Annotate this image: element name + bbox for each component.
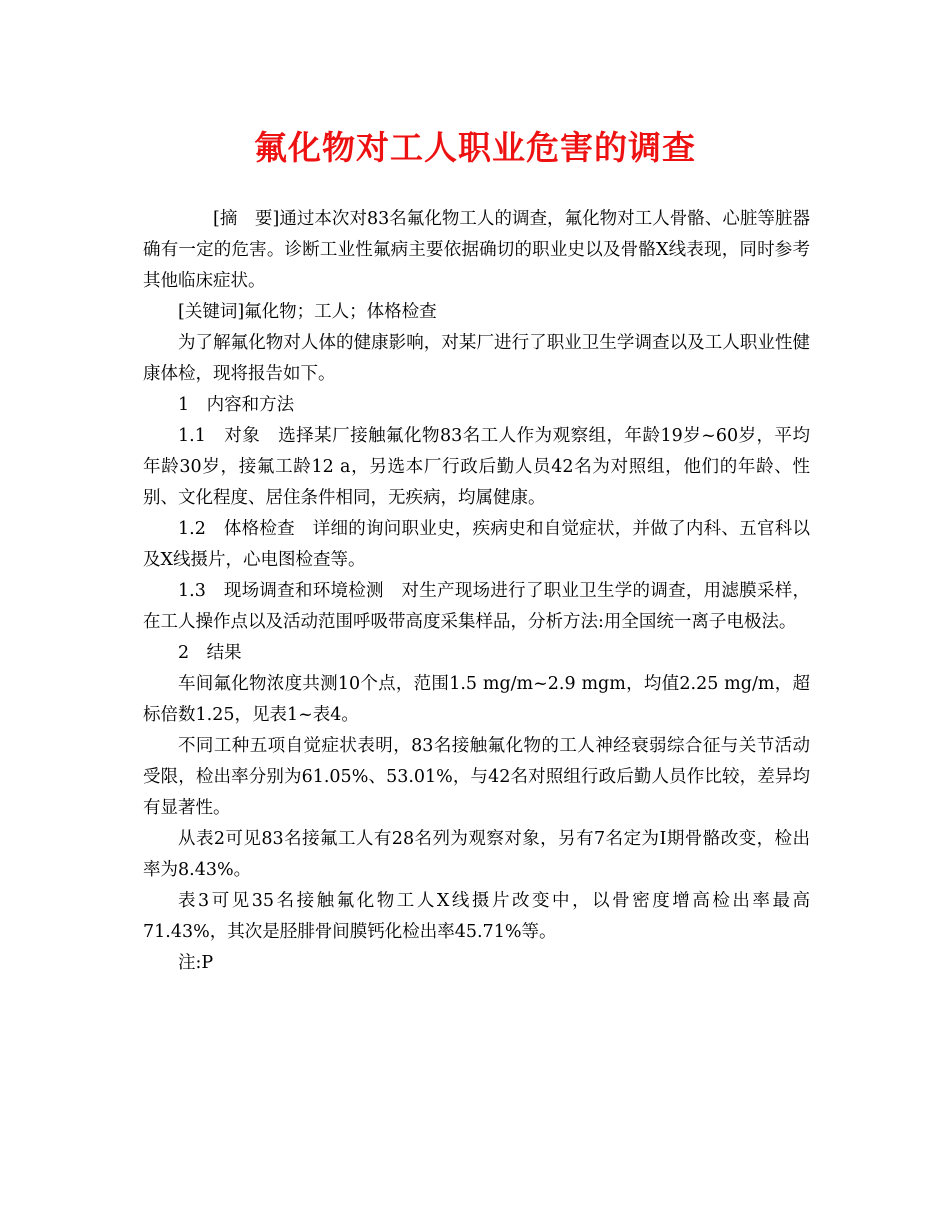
subsection-subjects: 1.1 对象 选择某厂接触氟化物83名工人作为观察组，年龄19岁~60岁，平均年龄30岁，接氟工龄12 a，另选本厂行政后勤人员42名为对照组，他们的年龄、性别、文化程度、居住条件相同，无疾病，均属健康。 — [143, 426, 810, 508]
document-body — [143, 204, 810, 979]
note-paragraph: 注:P — [178, 953, 214, 973]
page-title: 氟化物对工人职业危害的调查 — [254, 128, 696, 167]
subsection-field-survey: 1.3 现场调查和环境检测 对生产现场进行了职业卫生学的调查，用滤膜采样，在工人操作点以及活动范围呼吸带高度采集样品，分析方法:用全国统一离子电极法。 — [143, 581, 810, 632]
results-paragraph-table3: 表3可见35名接触氟化物工人X线摄片改变中，以骨密度增高检出率最高71.43%，其次是胫腓骨间膜钙化检出率45.71%等。 — [143, 891, 810, 942]
keywords-paragraph: [关键词]氟化物；工人；体格检查 — [178, 302, 437, 322]
results-paragraph-table2: 从表2可见83名接氟工人有28名列为观察对象，另有7名定为I期骨骼改变，检出率为8.43%。 — [143, 829, 810, 880]
section-heading-methods: 1 内容和方法 — [178, 395, 295, 415]
abstract-paragraph: [摘 要]通过本次对83名氟化物工人的调查，氟化物对工人骨骼、心脏等脏器确有一定的危害。诊断工业性氟病主要依据确切的职业史以及骨骼X线表现，同时参考其他临床症状。 — [143, 209, 810, 291]
results-paragraph-symptoms: 不同工种五项自觉症状表明，83名接触氟化物的工人神经衰弱综合征与关节活动受限，检出率分别为61.05%、53.01%，与42名对照组行政后勤人员作比较，差异均有显著性。 — [143, 736, 810, 818]
section-heading-results: 2 结果 — [178, 643, 242, 663]
subsection-physical-exam: 1.2 体格检查 详细的询问职业史，疾病史和自觉症状，并做了内科、五官科以及X线摄片，心电图检查等。 — [143, 519, 810, 570]
results-paragraph-concentration: 车间氟化物浓度共测10个点，范围1.5 mg/m~2.9 mgm，均值2.25 mg/m，超标倍数1.25，见表1~表4。 — [143, 674, 810, 725]
intro-paragraph: 为了解氟化物对人体的健康影响，对某厂进行了职业卫生学调查以及工人职业性健康体检，现将报告如下。 — [143, 333, 810, 384]
